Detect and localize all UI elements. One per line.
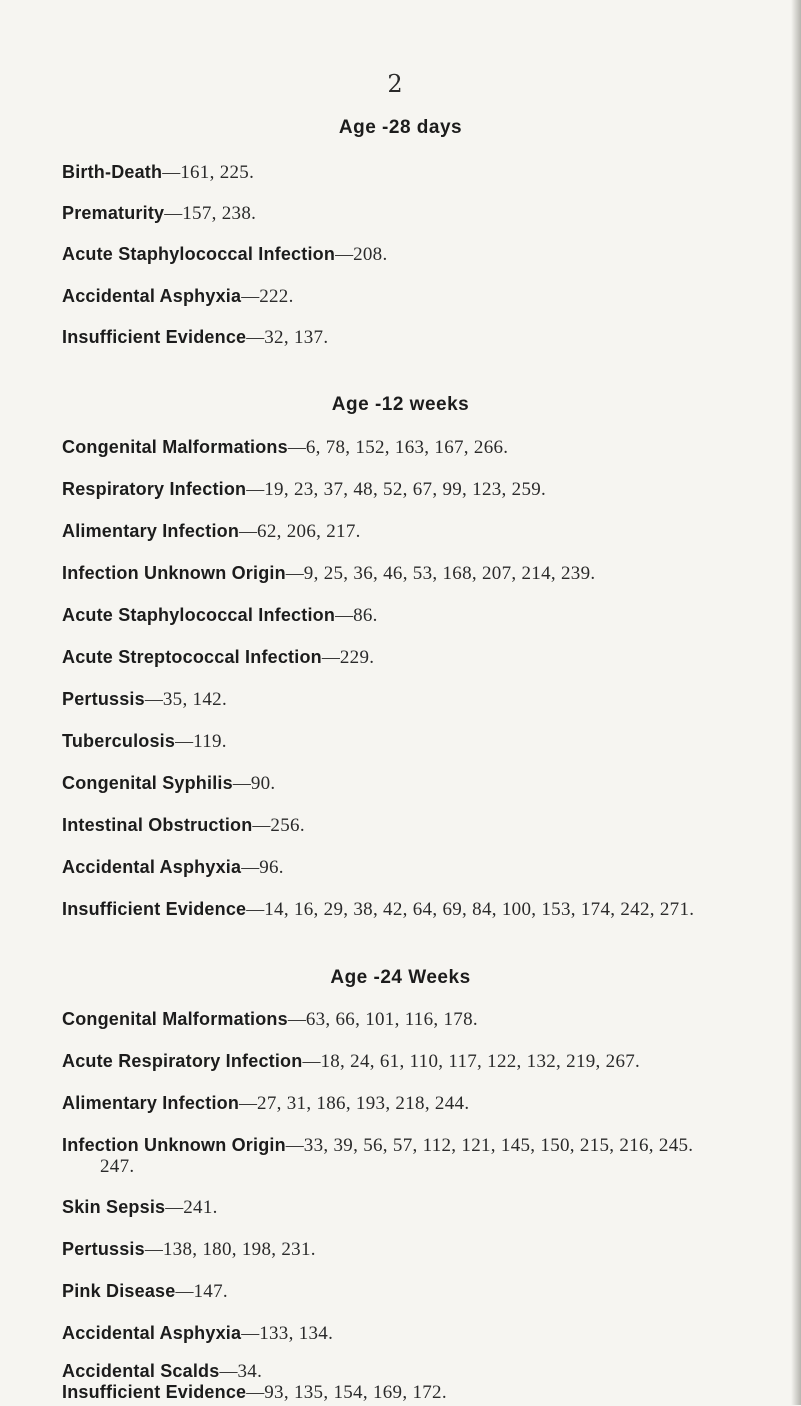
entry-label: Insufficient Evidence — [62, 1382, 247, 1402]
entry-refs: 32, 137. — [264, 327, 329, 348]
entry-dash: — — [164, 203, 183, 223]
entry-label: Skin Sepsis — [62, 1197, 166, 1217]
entry-label: Infection Unknown Origin — [62, 1135, 286, 1155]
entry-dash: — — [219, 1361, 238, 1381]
entry-intestinal-obstruction — [62, 812, 797, 839]
entry-label: Prematurity — [62, 203, 165, 223]
entry-label: Alimentary Infection — [62, 521, 240, 541]
entry-label: Acute Respiratory Infection — [62, 1051, 303, 1071]
entry-dash: — — [175, 1281, 194, 1301]
entry-acute-respiratory-infection — [62, 1048, 797, 1075]
section-heading-24-weeks: Age -24 Weeks — [330, 967, 471, 988]
entry-acute-streptococcal-infection — [62, 644, 797, 671]
entry-congenital-malformations — [62, 434, 797, 461]
entry-refs: 161, 225. — [180, 162, 255, 183]
entry-label: Accidental Asphyxia — [62, 857, 242, 877]
entry-refs: 62, 206, 217. — [257, 521, 361, 542]
entry-refs: 18, 24, 61, 110, 117, 122, 132, 219, 267. — [320, 1051, 641, 1072]
entry-label: Pertussis — [62, 1239, 145, 1259]
entry-congenital-syphilis — [62, 770, 797, 797]
entry-dash: — — [285, 1135, 304, 1155]
entry-refs: 63, 66, 101, 116, 178. — [305, 1009, 478, 1030]
entry-birth-death — [62, 159, 797, 186]
entry-refs: 138, 180, 198, 231. — [162, 1239, 316, 1260]
entry-skin-sepsis — [62, 1194, 797, 1221]
entry-dash: — — [144, 689, 163, 709]
entry-dash: — — [241, 286, 260, 306]
entry-alimentary-infection — [62, 1090, 797, 1117]
entry-label: Alimentary Infection — [62, 1093, 240, 1113]
entry-label: Pertussis — [62, 689, 145, 709]
entry-dash: — — [239, 1093, 258, 1113]
entry-dash: — — [246, 327, 265, 347]
entry-label: Birth-Death — [62, 162, 163, 182]
entry-acute-staphylococcal-infection — [62, 602, 797, 629]
entry-refs-continuation: 247. — [100, 1156, 135, 1177]
entry-dash: — — [246, 1382, 265, 1402]
entry-refs: 229. — [339, 647, 375, 668]
entry-dash: — — [144, 1239, 163, 1259]
entry-refs: 14, 16, 29, 38, 42, 64, 69, 84, 100, 153, 174, 242, 271. — [264, 899, 695, 920]
entry-refs: 147. — [193, 1281, 228, 1302]
entry-tuberculosis — [62, 728, 797, 755]
entry-dash: — — [239, 521, 258, 541]
entry-label: Infection Unknown Origin — [62, 563, 286, 583]
entry-label: Tuberculosis — [62, 731, 176, 751]
entry-label: Congenital Syphilis — [62, 773, 233, 793]
entry-dash: — — [246, 479, 265, 499]
entry-accidental-asphyxia — [62, 1320, 797, 1347]
entry-refs: 133, 134. — [259, 1323, 334, 1344]
entry-dash: — — [287, 437, 306, 457]
entry-insufficient-evidence — [62, 324, 797, 351]
entry-dash: — — [241, 857, 260, 877]
entry-dash: — — [335, 244, 354, 264]
entry-refs: 34. — [237, 1361, 263, 1382]
entry-pink-disease — [62, 1278, 797, 1305]
entry-accidental-asphyxia — [62, 854, 797, 881]
entry-refs: 90. — [250, 773, 276, 794]
entry-label: Congenital Malformations — [62, 437, 288, 457]
section-heading-28-days: Age -28 days — [338, 117, 463, 138]
entry-dash: — — [165, 1197, 184, 1217]
entry-insufficient-evidence — [62, 896, 797, 923]
entry-dash: — — [285, 563, 304, 583]
entry-dash: — — [246, 899, 265, 919]
entry-refs: 208. — [353, 244, 388, 265]
entry-dash: — — [302, 1051, 321, 1071]
entry-prematurity — [62, 200, 797, 227]
entry-label: Pink Disease — [62, 1281, 176, 1301]
entry-label: Intestinal Obstruction — [62, 815, 253, 835]
entry-label: Acute Staphylococcal Infection — [62, 605, 336, 625]
entry-dash: — — [232, 773, 251, 793]
entry-infection-unknown-origin — [62, 1132, 797, 1159]
entry-pertussis — [62, 686, 797, 713]
entry-refs: 93, 135, 154, 169, 172. — [264, 1382, 447, 1403]
page-number: 2 — [387, 70, 403, 98]
entry-respiratory-infection — [62, 476, 797, 503]
section-heading-12-weeks: Age -12 weeks — [331, 394, 470, 415]
entry-acute-staphylococcal-infection — [62, 241, 797, 268]
entry-refs: 33, 39, 56, 57, 112, 121, 145, 150, 215, 216, 245. — [303, 1135, 694, 1156]
entry-label: Accidental Asphyxia — [62, 286, 242, 306]
entry-refs: 9, 25, 36, 46, 53, 168, 207, 214, 239. — [303, 563, 596, 584]
entry-label: Acute Streptococcal Infection — [62, 647, 322, 667]
entry-dash: — — [175, 731, 194, 751]
entry-congenital-malformations — [62, 1006, 797, 1033]
entry-dash: — — [335, 605, 354, 625]
entry-label: Insufficient Evidence — [62, 327, 247, 347]
entry-dash: — — [321, 647, 340, 667]
entry-insufficient-evidence — [62, 1379, 797, 1406]
entry-label: Acute Staphylococcal Infection — [62, 244, 336, 264]
entry-refs: 157, 238. — [182, 203, 257, 224]
entry-label: Congenital Malformations — [62, 1009, 288, 1029]
entry-accidental-asphyxia — [62, 283, 797, 310]
entry-refs: 35, 142. — [162, 689, 228, 710]
entry-refs: 6, 78, 152, 163, 167, 266. — [305, 437, 509, 458]
entry-refs: 19, 23, 37, 48, 52, 67, 99, 123, 259. — [264, 479, 547, 500]
entry-refs: 86. — [353, 605, 378, 626]
entry-pertussis — [62, 1236, 797, 1263]
entry-dash: — — [241, 1323, 260, 1343]
entry-alimentary-infection — [62, 518, 797, 545]
entry-refs: 241. — [183, 1197, 218, 1218]
entry-dash: — — [252, 815, 271, 835]
entry-refs: 119. — [193, 731, 227, 752]
page-edge-shadow — [791, 0, 801, 1405]
entry-label: Accidental Asphyxia — [62, 1323, 242, 1343]
entry-dash: — — [162, 162, 181, 182]
entry-infection-unknown-origin — [62, 560, 797, 587]
entry-label: Insufficient Evidence — [62, 899, 247, 919]
entry-refs: 27, 31, 186, 193, 218, 244. — [257, 1093, 470, 1114]
entry-refs: 96. — [259, 857, 284, 878]
entry-refs: 222. — [259, 286, 294, 307]
entry-label: Respiratory Infection — [62, 479, 247, 499]
entry-label: Accidental Scalds — [62, 1361, 220, 1381]
entry-dash: — — [287, 1009, 306, 1029]
entry-refs: 256. — [270, 815, 305, 836]
